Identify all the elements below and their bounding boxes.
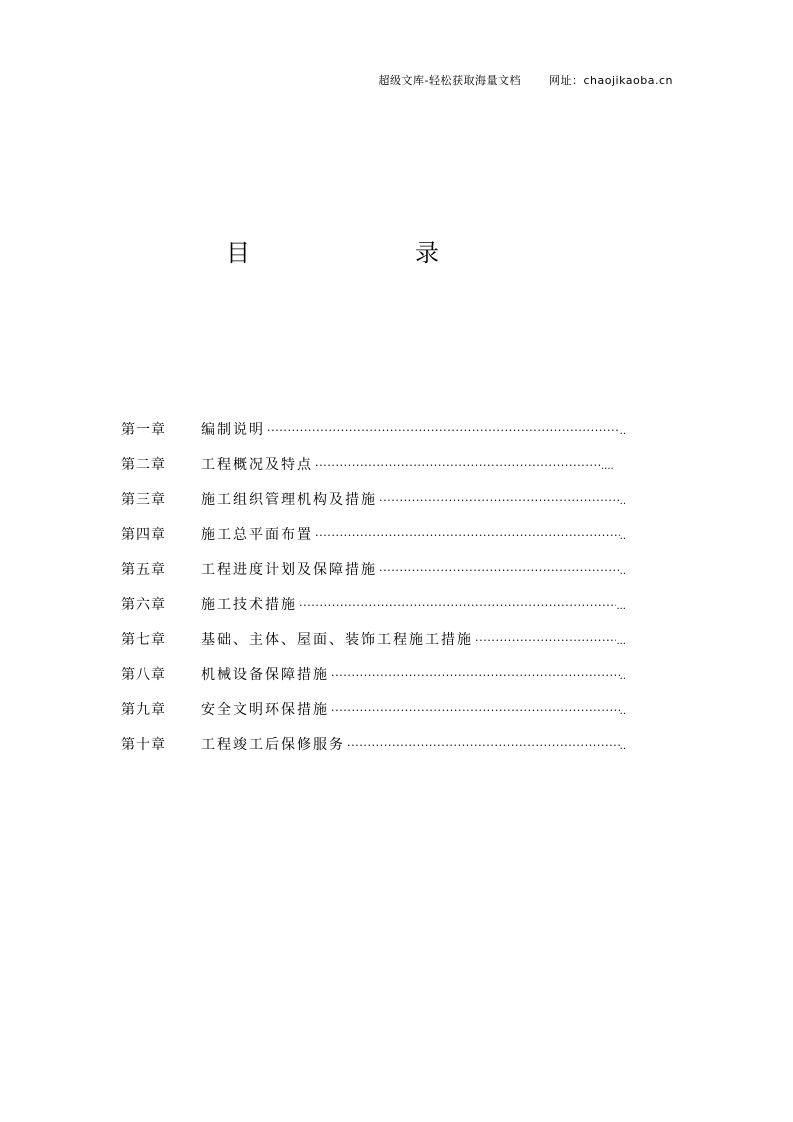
title-char-1: 目 (226, 239, 250, 267)
toc-leader-dots (347, 734, 620, 758)
toc-leader-dots (475, 629, 616, 653)
toc-chapter-number: 第七章 (121, 632, 166, 648)
toc-chapter-number: 第十章 (121, 737, 166, 753)
toc-entry-1 (121, 418, 626, 453)
toc-chapter-title: 施工总平面布置 (201, 527, 313, 543)
toc-leader-tail: ... (616, 636, 626, 647)
toc-entry-10 (121, 733, 626, 768)
toc-chapter-number: 第五章 (121, 562, 166, 578)
toc-entry-4 (121, 523, 626, 558)
toc-chapter-title: 工程进度计划及保障措施 (201, 562, 377, 578)
toc-entry-9 (121, 698, 626, 733)
toc-leader-tail: .... (601, 461, 614, 472)
page-header (379, 72, 673, 88)
toc-entry-6 (121, 593, 626, 628)
toc-leader-dots (331, 699, 620, 723)
toc-leader-dots (299, 594, 616, 618)
toc-leader-dots (331, 664, 620, 688)
toc-chapter-number: 第一章 (121, 422, 166, 438)
toc-chapter-title: 施工组织管理机构及措施 (201, 492, 377, 508)
toc-chapter-title: 安全文明环保措施 (201, 702, 329, 718)
toc-leader-dots (315, 454, 601, 478)
toc-leader-tail: .. (619, 741, 626, 752)
toc-entry-5 (121, 558, 626, 593)
header-site-url: chaojikaoba.cn (583, 74, 673, 87)
toc-leader-dots (379, 489, 620, 513)
toc-chapter-title: 基础、主体、屋面、装饰工程施工措施 (201, 632, 473, 648)
toc-leader-dots (315, 524, 620, 548)
header-library-name: 超级文库-轻松获取海量文档 (378, 74, 521, 87)
toc-leader-tail: .. (619, 426, 626, 437)
title-char-2: 录 (415, 239, 439, 267)
toc-chapter-number: 第八章 (121, 667, 166, 683)
toc-chapter-title: 工程竣工后保修服务 (201, 737, 345, 753)
toc-chapter-number: 第二章 (121, 457, 166, 473)
toc-chapter-number: 第九章 (121, 702, 166, 718)
toc-entry-2 (121, 453, 626, 488)
toc-leader-dots (379, 559, 620, 583)
toc-leader-tail: ... (616, 601, 626, 612)
toc-chapter-title: 编制说明 (201, 422, 265, 438)
toc-entry-7 (121, 628, 626, 663)
table-of-contents (121, 418, 626, 768)
toc-entry-3 (121, 488, 626, 523)
toc-entry-8 (121, 663, 626, 698)
toc-chapter-title: 工程概况及特点 (201, 457, 313, 473)
document-title (0, 236, 793, 270)
toc-chapter-number: 第六章 (121, 597, 166, 613)
header-site-label: 网址： (549, 74, 584, 87)
toc-leader-tail: .. (619, 566, 626, 577)
toc-chapter-number: 第三章 (121, 492, 166, 508)
toc-chapter-title: 机械设备保障措施 (201, 667, 329, 683)
toc-leader-tail: .. (619, 706, 626, 717)
toc-chapter-number: 第四章 (121, 527, 166, 543)
toc-leader-tail: .. (619, 496, 626, 507)
toc-chapter-title: 施工技术措施 (201, 597, 297, 613)
toc-leader-dots (267, 419, 620, 443)
toc-leader-tail: .. (619, 531, 626, 542)
toc-leader-tail: .. (619, 671, 626, 682)
